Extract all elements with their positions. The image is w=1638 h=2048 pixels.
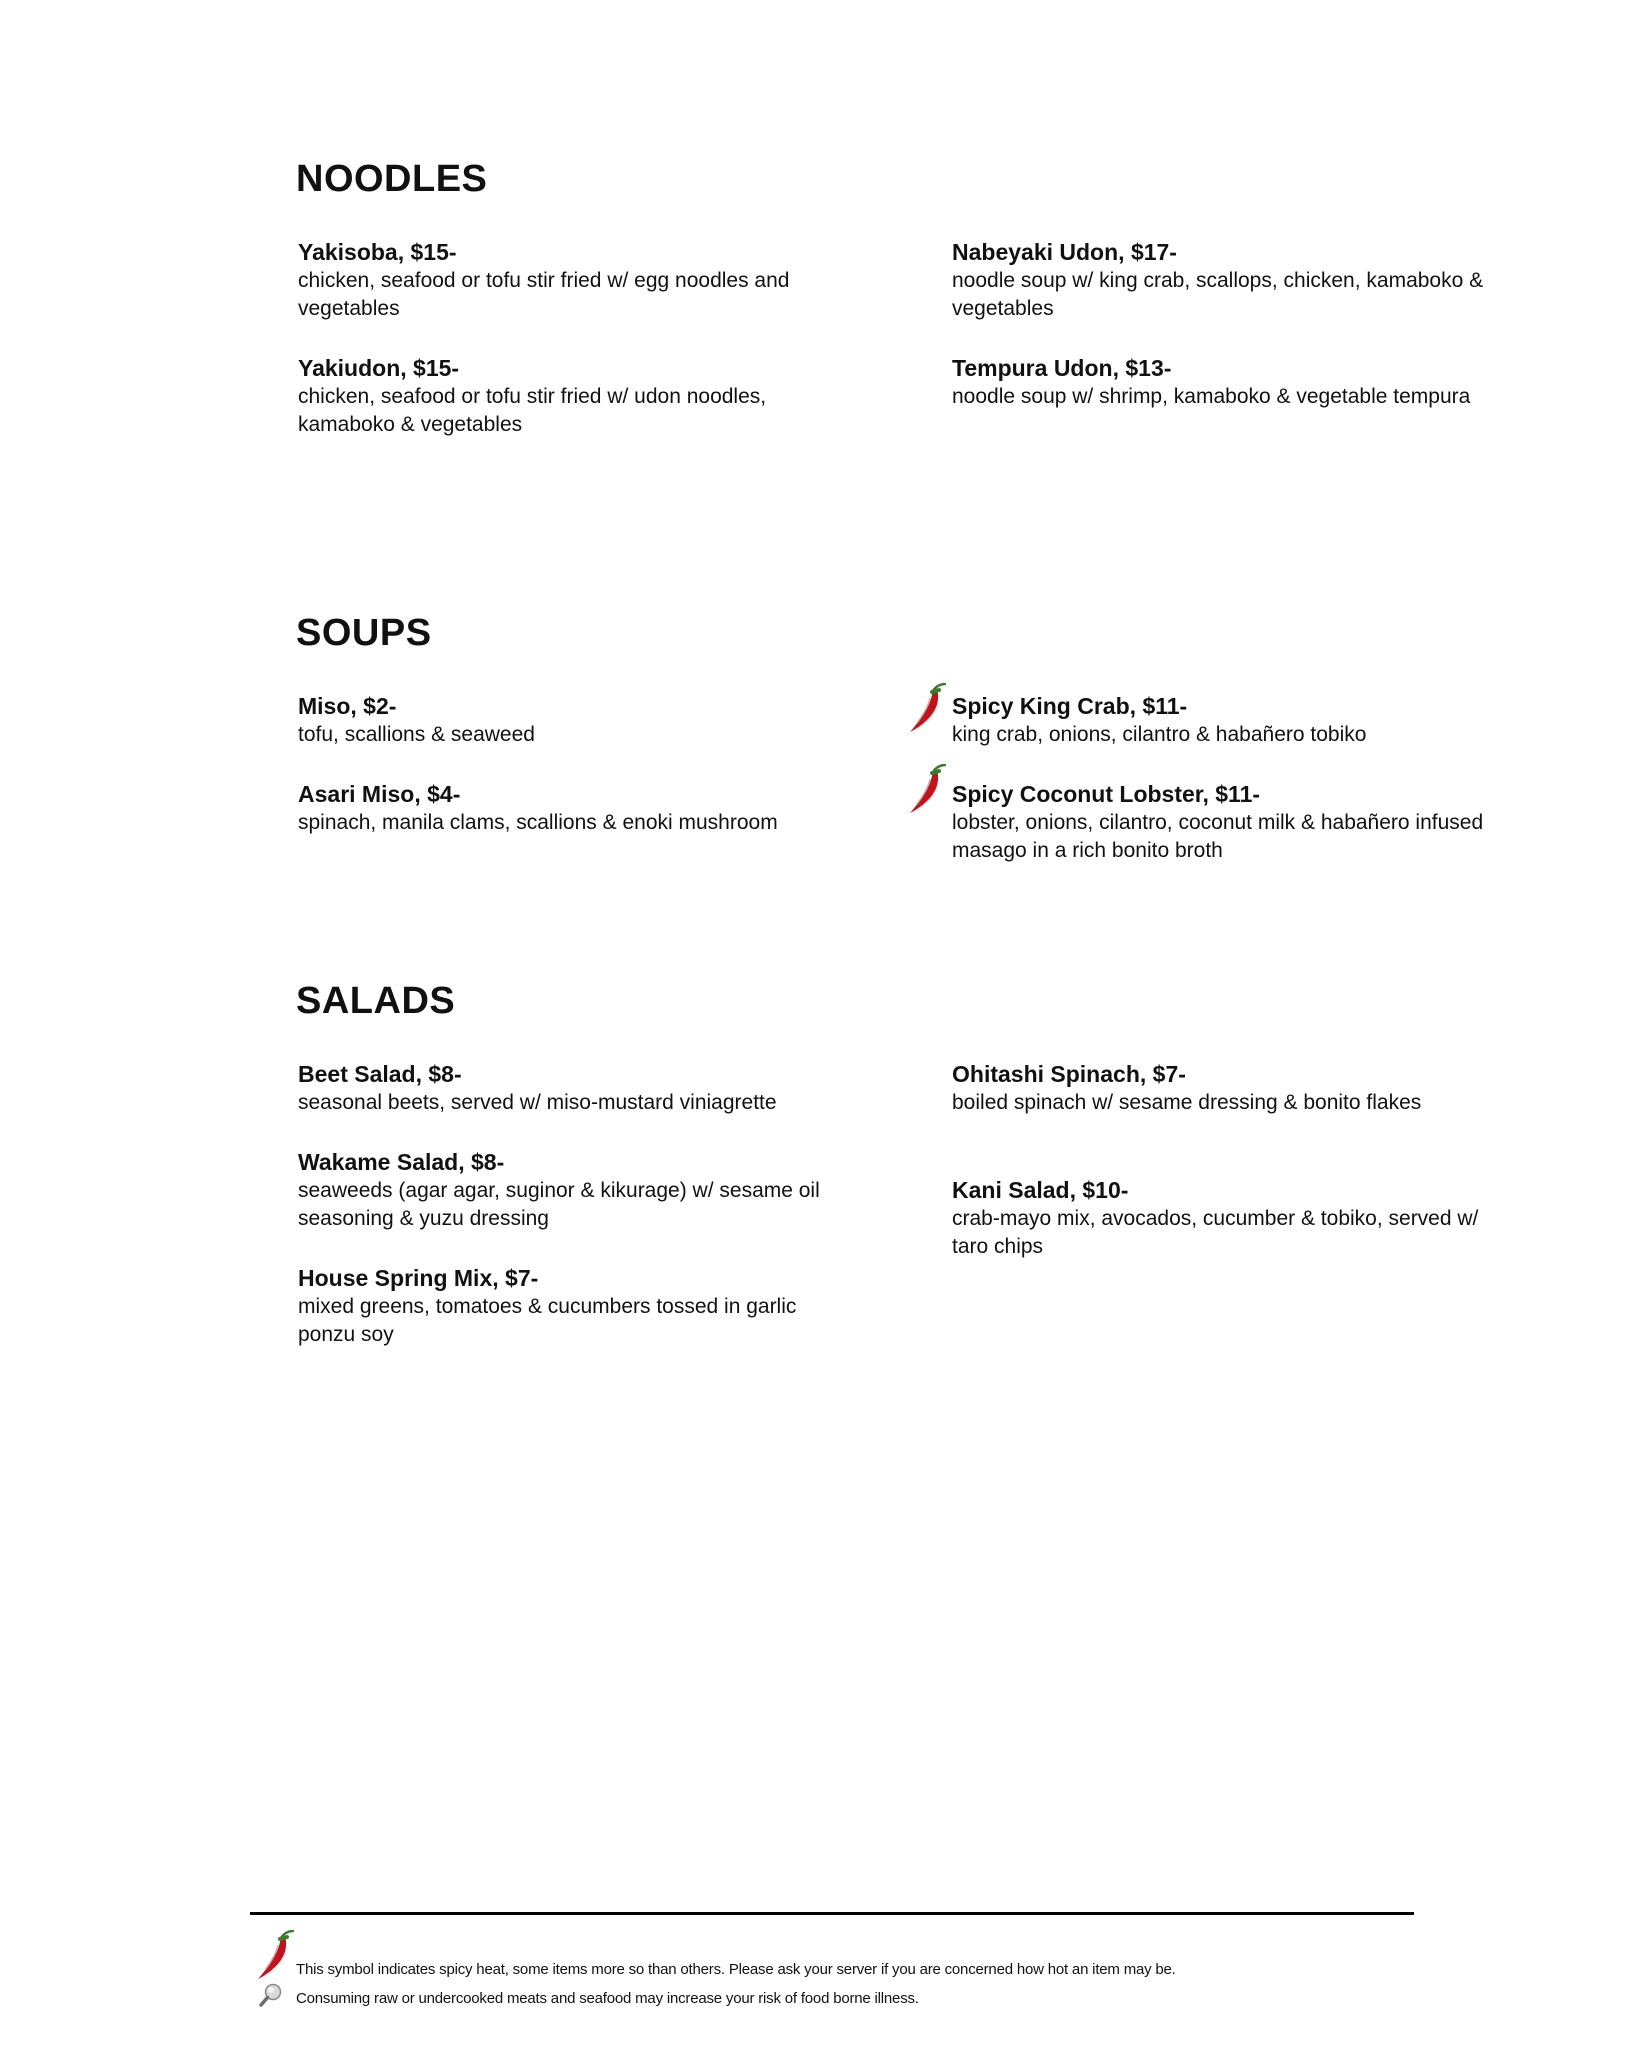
spicy-note: This symbol indicates spicy heat, some items more so than others. Please ask your server if you are concerned how hot an item may be.: [296, 1961, 1176, 1978]
item-price: $15-: [413, 355, 460, 381]
item-description: chicken, seafood or tofu stir fried w/ egg noodles and vegetables: [298, 269, 790, 320]
item-name: Kani Salad,: [952, 1177, 1076, 1203]
menu-item: [952, 237, 1492, 323]
item-price: $13-: [1125, 355, 1172, 381]
item-name: Beet Salad,: [298, 1061, 422, 1087]
menu-item: [952, 353, 1492, 411]
section-title-salads: SALADS: [296, 980, 456, 1022]
item-description: seaweeds (agar agar, suginor & kikurage) w/ sesame oil seasoning & yuzu dressing: [298, 1179, 820, 1230]
item-name: Miso,: [298, 693, 357, 719]
item-price: $17-: [1130, 239, 1177, 265]
menu-item: [952, 691, 1492, 749]
menu-item: [298, 1147, 838, 1233]
item-name: Asari Miso,: [298, 781, 421, 807]
item-name: Yakisoba,: [298, 239, 405, 265]
item-name: Wakame Salad,: [298, 1149, 465, 1175]
item-description: tofu, scallions & seaweed: [298, 723, 535, 746]
item-description: king crab, onions, cilantro & habañero tobiko: [952, 723, 1367, 746]
item-price: $8-: [428, 1061, 462, 1087]
chili-pepper-icon: [254, 1930, 294, 1982]
menu-item: [952, 779, 1492, 865]
item-name: Ohitashi Spinach,: [952, 1061, 1147, 1087]
item-name: Yakiudon,: [298, 355, 407, 381]
item-description: lobster, onions, cilantro, coconut milk & habañero infused masago in a rich bonito broth: [952, 811, 1484, 862]
item-description: seasonal beets, served w/ miso-mustard viniagrette: [298, 1091, 777, 1114]
menu-item: [298, 1263, 838, 1349]
raw-food-note: Consuming raw or undercooked meats and seafood may increase your risk of food borne illness.: [296, 1990, 919, 2007]
item-name: House Spring Mix,: [298, 1265, 499, 1291]
chili-pepper-icon: [906, 683, 946, 735]
item-price: $2-: [363, 693, 397, 719]
item-name: Spicy King Crab,: [952, 693, 1137, 719]
item-price: $10-: [1082, 1177, 1129, 1203]
footer-divider: [250, 1912, 1414, 1915]
item-description: noodle soup w/ shrimp, kamaboko & vegetable tempura: [952, 385, 1471, 408]
item-price: $7-: [1152, 1061, 1186, 1087]
item-price: $8-: [471, 1149, 505, 1175]
item-price: $7-: [505, 1265, 539, 1291]
menu-item: [952, 1175, 1492, 1261]
menu-item: [952, 1059, 1492, 1117]
item-description: mixed greens, tomatoes & cucumbers tossed in garlic ponzu soy: [298, 1295, 797, 1346]
menu-item: [298, 691, 838, 749]
item-description: boiled spinach w/ sesame dressing & bonito flakes: [952, 1091, 1422, 1114]
section-title-noodles: NOODLES: [296, 158, 488, 200]
item-description: crab-mayo mix, avocados, cucumber & tobiko, served w/ taro chips: [952, 1207, 1479, 1258]
item-price: $11-: [1215, 781, 1261, 807]
item-name: Nabeyaki Udon,: [952, 239, 1125, 265]
chili-pepper-icon: [906, 764, 946, 816]
item-name: Tempura Udon,: [952, 355, 1119, 381]
menu-item: [298, 779, 838, 837]
item-description: spinach, manila clams, scallions & enoki mushroom: [298, 811, 778, 834]
item-price: $15-: [410, 239, 457, 265]
section-title-soups: SOUPS: [296, 612, 432, 654]
item-description: noodle soup w/ king crab, scallops, chicken, kamaboko & vegetables: [952, 269, 1484, 320]
item-name: Spicy Coconut Lobster,: [952, 781, 1209, 807]
item-price: $11-: [1142, 693, 1188, 719]
menu-item: [298, 1059, 838, 1117]
raw-warning-icon: [258, 1982, 284, 2008]
item-description: chicken, seafood or tofu stir fried w/ udon noodles, kamaboko & vegetables: [298, 385, 767, 436]
menu-item: [298, 237, 838, 323]
menu-item: [298, 353, 838, 439]
item-price: $4-: [427, 781, 461, 807]
